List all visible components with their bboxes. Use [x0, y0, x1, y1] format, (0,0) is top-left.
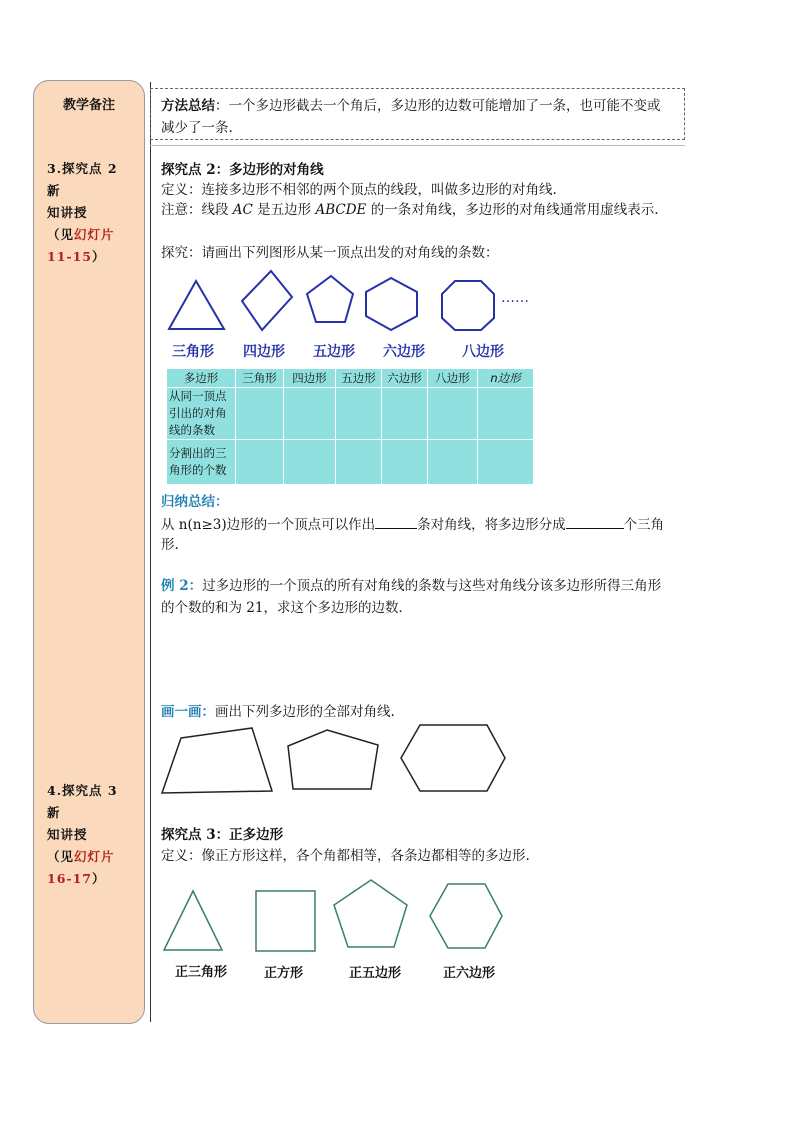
- table-header: 六边形: [382, 369, 428, 388]
- regular-pentagon-shape: [334, 880, 407, 947]
- sidebar-section-4: 4.探究点 3 新 知讲授 （见幻灯片 16-17）: [47, 783, 118, 886]
- explore3-definition: 定义：像正方形这样，各个角都相等，各条边都相等的多边形.: [161, 848, 530, 864]
- explore2-title: 探究点 2：多边形的对角线: [161, 162, 324, 178]
- table-header: 三角形: [236, 369, 284, 388]
- sidebar-section-3: 3.探究点 2 新 知讲授 （见幻灯片 11-15）: [47, 161, 118, 264]
- table-header: 四边形: [284, 369, 336, 388]
- table-header: 多边形: [167, 369, 236, 388]
- label-triangle: 三角形: [172, 344, 214, 360]
- induction-line2: 形.: [161, 537, 179, 553]
- label-hexagon: 六边形: [383, 344, 425, 360]
- label-square: 正方形: [264, 966, 304, 981]
- sidebar-header: 教学备注: [62, 98, 115, 113]
- explore2-prompt: 探究：请画出下列图形从某一顶点出发的对角线的条数：: [161, 245, 499, 261]
- explore2-definition: 定义：连接多边形不相邻的两个顶点的线段，叫做多边形的对角线.: [161, 182, 557, 198]
- method-summary-box: 方法总结：一个多边形截去一个角后，多边形的边数可能增加了一条，也可能不变或 减少了一条.: [150, 88, 685, 140]
- table-row-label: 分割出的三 角形的个数: [167, 440, 236, 485]
- explore3-title: 探究点 3：正多边形: [161, 827, 284, 843]
- induction-label: 归纳总结：: [161, 494, 229, 510]
- regular-triangle-shape: [164, 891, 222, 950]
- explore2-note: 注意：线段 AC 是五边形 ABCDE 的一条对角线，多边形的对角线通常用虚线表示.: [161, 202, 659, 218]
- table-row-label: 从同一顶点 引出的对角 线的条数: [167, 388, 236, 440]
- label-pentagon: 五边形: [313, 344, 355, 360]
- table-header: n边形: [478, 369, 534, 388]
- label-regular-hexagon: 正六边形: [443, 966, 496, 981]
- example2-line2: 的个数的和为 21，求这个多边形的边数．: [161, 600, 412, 616]
- regular-hexagon-shape: [430, 884, 502, 948]
- label-regular-pentagon: 正五边形: [349, 966, 402, 981]
- draw-prompt: 画一画：画出下列多边形的全部对角线.: [161, 704, 395, 720]
- example2-line1: 例 2：过多边形的一个顶点的所有对角线的条数与这些对角线分该多边形所得三角形: [161, 578, 662, 594]
- table-header: 八边形: [428, 369, 478, 388]
- label-octagon: 八边形: [462, 344, 504, 360]
- label-regular-triangle: 正三角形: [175, 965, 228, 980]
- label-quadrilateral: 四边形: [243, 344, 285, 360]
- square-shape: [256, 891, 315, 951]
- table-header: 五边形: [336, 369, 382, 388]
- ellipsis: ……: [501, 290, 529, 306]
- induction-line1: 从 n(n≥3)边形的一个顶点可以作出 条对角线，将多边形分成 个三角: [161, 514, 686, 535]
